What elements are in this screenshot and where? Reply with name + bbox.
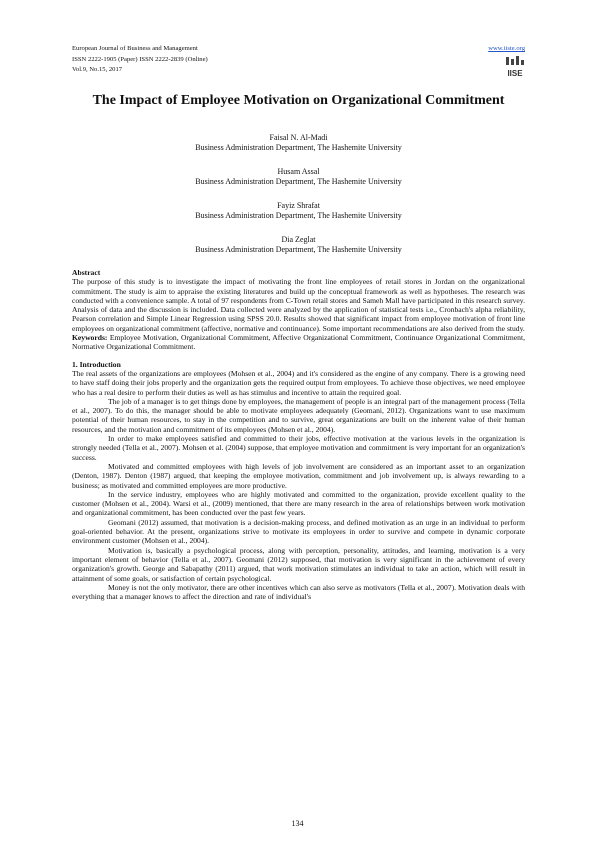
- intro-paragraph: Motivation is, basically a psychological process, along with perception, personality, attitudes, and learning, motivation is a very important element of behavior (Tella et al., 2007). Geomani (2012) supposed, that motivation is very significant in the achievement of every organization's growth. George and Sabapathy (2011) argued, that work motivation stimulates an individual to take an action, which will result in attainment of some goals, or satisfaction of certain psychological.: [72, 545, 525, 583]
- intro-paragraph: Money is not the only motivator, there are other incentives which can also serve as motivators (Tella et al., 2007). Motivation deals with everything that a manager knows to affect the direction and rate of individual's: [72, 582, 525, 602]
- intro-paragraph: The job of a manager is to get things done by employees, the management of people is an integral part of the management process (Tella et al., 2007). To do this, the manager should be able to motivate employees adequately (Geomani, 2012). Organizations want to use maximum potential of their human resources, to stay in the competition and to survive, great organizations are built on the inherent value of their human resources, and the motivation and commitment of its employees (Mohsen et al., 2004).: [72, 396, 525, 434]
- journal-volume: Vol.9, No.15, 2017: [72, 66, 123, 73]
- author-list: [72, 133, 525, 269]
- intro-paragraph: In the service industry, employees who are highly motivated and committed to the organization, provide excellent quality to the customer (Mohsen et al., 2004). Warsi et al., (2009) mentioned, that there are many research in the area of relationships between work motivation and organizational commitment, has been conducted over the past few years.: [72, 489, 525, 518]
- keywords-label: Keywords:: [72, 333, 108, 343]
- author-name: Husam Assal: [277, 167, 320, 176]
- author-block: [72, 167, 525, 187]
- logo-text: IISE: [507, 69, 523, 78]
- intro-paragraph: Motivated and committed employees with high levels of job involvement are considered as an important asset to an organization (Denton, 1987). Denton (1987) argued, that keeping the employee motivation, commitment and job involvement up, is always rewarding to a business; as motivated and committed employees are more productive.: [72, 461, 525, 490]
- page-number: 134: [291, 819, 304, 828]
- abstract-heading: Abstract: [72, 268, 101, 277]
- keywords: [72, 333, 525, 352]
- paper-body: [72, 268, 525, 601]
- author-name: Faisal N. Al-Madi: [269, 133, 328, 142]
- author-name: Fayiz Shrafat: [277, 201, 320, 210]
- iiste-logo: [505, 56, 525, 78]
- paper-title: The Impact of Employee Motivation on Organizational Commitment: [92, 93, 505, 108]
- author-block: [72, 201, 525, 221]
- introduction-heading: 1. Introduction: [72, 359, 121, 369]
- author-affiliation: Business Administration Department, The Hashemite University: [195, 143, 402, 152]
- intro-paragraph: The real assets of the organizations are employees (Mohsen et al., 2004) and it's considered as the engine of any company. There is a growing need to have staff doing their jobs properly and the organization gets the required output from employees. To achieve those objectives, we need employee who has a real desire to perform their duties as well as has stimulus and incentive to attain the required goal.: [72, 368, 525, 397]
- journal-name: European Journal of Business and Management: [72, 45, 198, 52]
- author-block: [72, 235, 525, 255]
- keywords-text: Employee Motivation, Organizational Commitment, Affective Organizational Commitment, Continuance Organizational Commitment, Normative Organizational Commitment.: [72, 333, 525, 352]
- author-block: [72, 133, 525, 153]
- journal-header: [72, 44, 525, 76]
- author-affiliation: Business Administration Department, The Hashemite University: [195, 177, 402, 186]
- journal-issn: ISSN 2222-1905 (Paper) ISSN 2222-2839 (Online): [72, 55, 208, 63]
- abstract-text: The purpose of this study is to investigate the impact of motivating the front line employees of retail stores in Jordan on the organizational commitment. The study is aim to appraise the existing literatures and build up the conceptual framework as well as hypotheses. The research was conducted with a convenience sample. A total of 97 respondents from C-Town retail stores and Sameh Mall have participated in this research survey. Analysis of data and the discussion is included. Data collected were analyzed by the application of statistical tests i.e., Cronbach's alpha reliability, Pearson correlation and Simple Linear Regression using SPSS 20.0. Results showed that significant impact from employee motivation of front line employees on organizational commitment (affective, normative and continuance). Some important recommendations are also derived from the study.: [72, 277, 525, 333]
- intro-paragraph: In order to make employees satisfied and committed to their jobs, effective motivation at the various levels in the organization is strongly needed (Tella et al., 2007). Mohsen et al. (2004) suppose, that employee motivation and commitment is very important for an organization's success.: [72, 434, 525, 462]
- author-affiliation: Business Administration Department, The Hashemite University: [195, 245, 402, 254]
- author-affiliation: Business Administration Department, The Hashemite University: [195, 211, 402, 220]
- journal-website-link[interactable]: www.iiste.org: [488, 45, 525, 52]
- author-name: Dia Zeglat: [281, 235, 316, 244]
- intro-paragraph: Geomani (2012) assumed, that motivation is a decision-making process, and defined motivation as an urge in an individual to perform goal-oriented behavior. At the present, organizations strive to motivate its employees in order to survive and compete in dynamic corporate environment customer (Mohsen et al., 2004).: [72, 517, 525, 546]
